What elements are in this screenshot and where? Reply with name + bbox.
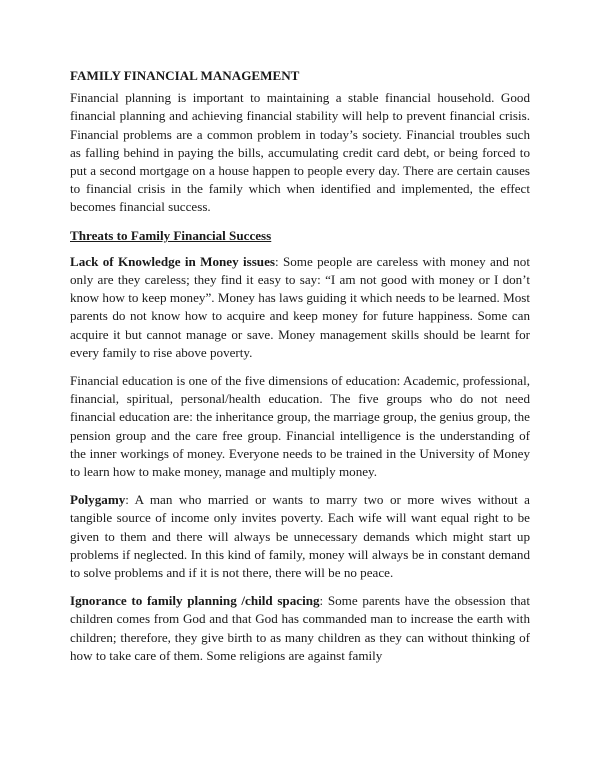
- polygamy-term: Polygamy: [70, 492, 126, 508]
- financial-education-paragraph: Financial education is one of the five dimensions of education: Academic, professional, financial, spiritual, personal/health education. The five groups who do not need financial education are: the inheritance group, the marriage group, the genius group, the pension group and the care free group. Financial intelligence is the understanding of the inner workings of money. Everyone needs to be trained in the University of Money to learn how to make money, manage and multiply money.: [70, 373, 530, 480]
- ignorance-paragraph: [70, 592, 530, 665]
- ignorance-text: : Some parents have the obsession that children comes from God and that God has commanded man to increase the earth with children; therefore, they give birth to as many children as they can without thinking of how to take care of them. Some religions are against family: [70, 593, 531, 663]
- document-title: FAMILY FINANCIAL MANAGEMENT: [70, 68, 300, 83]
- ignorance-term: Ignorance to family planning /child spacing: [70, 593, 320, 609]
- intro-paragraph: Financial planning is important to maintaining a stable financial household. Good financial planning and achieving financial stability will help to prevent financial crisis. Financial problems are a common problem in today’s society. Financial troubles such as falling behind in paying the bills, accumulating credit card debt, or being forced to put a second mortgage on a house happen to people every day. There are certain causes to financial crisis in the family which when identified and implemented, the effect becomes financial success.: [70, 90, 530, 215]
- polygamy-paragraph: [70, 491, 530, 582]
- polygamy-text: : A man who married or wants to marry two or more wives without a tangible source of income only invites poverty. Each wife will want equal right to be given to them and there will always be unnecessary demands which might start up problems if neglected. In this kind of family, money will always be in constant demand to solve problems and if it is not there, there will be no peace.: [70, 492, 530, 581]
- lack-of-knowledge-text: : Some people are careless with money and not only are they careless; they find it easy to say: “I am not good with money or I don’t know how to keep money”. Money has laws guiding it which needs to be learned. Most parents do not know how to acquire and keep money for future happiness. Some can acquire it but cannot manage or save. Money management skills should be learnt for every family to rise above poverty.: [70, 253, 530, 360]
- lack-of-knowledge-term: Lack of Knowledge in Money issues: [70, 253, 275, 269]
- lack-of-knowledge-paragraph: [70, 253, 530, 362]
- section-heading: Threats to Family Financial Success: [70, 227, 272, 243]
- document-page: [70, 67, 530, 675]
